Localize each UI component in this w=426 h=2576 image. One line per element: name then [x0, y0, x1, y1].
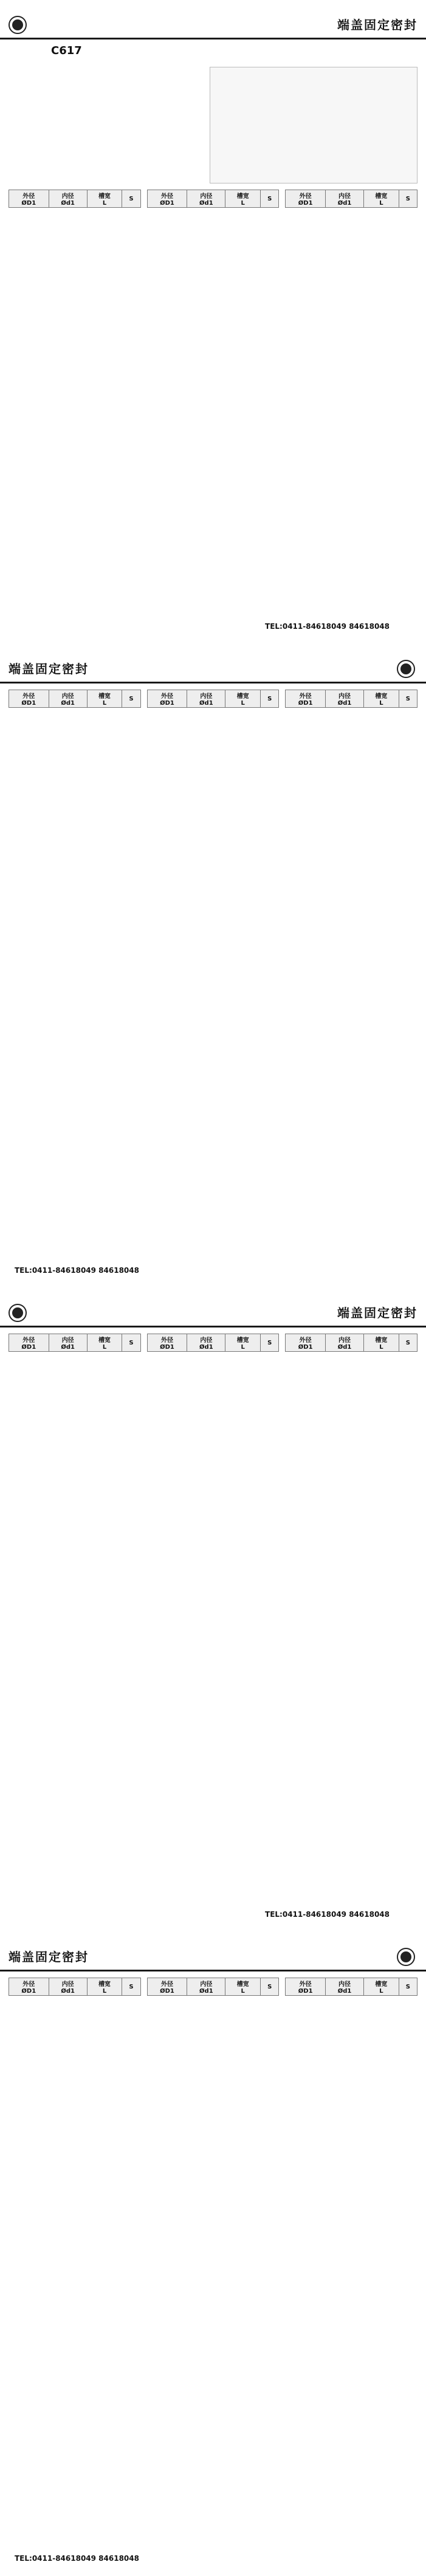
- col-width: 槽宽 L: [225, 690, 261, 708]
- col-s: S: [261, 690, 279, 708]
- col-id: 内径 Ød1: [49, 190, 87, 208]
- col-od: 外径 ØD1: [147, 190, 187, 208]
- seal-diagram: [210, 67, 417, 183]
- size-table: [147, 190, 280, 208]
- col-id: 内径 Ød1: [187, 690, 225, 708]
- page-2: [0, 644, 426, 1288]
- col-width: 槽宽 L: [364, 1334, 399, 1352]
- col-s: S: [122, 1978, 140, 1996]
- col-width: 槽宽 L: [364, 690, 399, 708]
- size-tables: [9, 190, 417, 208]
- col-od: 外径 ØD1: [9, 1334, 49, 1352]
- col-id: 内径 Ød1: [49, 1978, 87, 1996]
- size-table: [147, 1978, 280, 1996]
- page-4: [0, 1932, 426, 2576]
- col-od: 外径 ØD1: [286, 190, 326, 208]
- col-od: 外径 ØD1: [147, 1334, 187, 1352]
- col-id: 内径 Ød1: [325, 190, 363, 208]
- size-table: [285, 1978, 417, 1996]
- col-width: 槽宽 L: [225, 1334, 261, 1352]
- product-code: C617: [51, 44, 82, 57]
- page-3: [0, 1288, 426, 1932]
- page-header: [0, 1932, 426, 1971]
- col-id: 内径 Ød1: [325, 1334, 363, 1352]
- col-od: 外径 ØD1: [286, 1334, 326, 1352]
- col-s: S: [399, 1978, 417, 1996]
- col-id: 内径 Ød1: [49, 690, 87, 708]
- col-s: S: [122, 190, 140, 208]
- size-tables: [9, 1334, 417, 1352]
- size-table: [285, 190, 417, 208]
- phone-footer: TEL:0411-84618049 84618048: [15, 2554, 139, 2563]
- col-s: S: [399, 190, 417, 208]
- col-id: 内径 Ød1: [325, 690, 363, 708]
- page-title: 端盖固定密封: [9, 1950, 89, 1964]
- col-id: 内径 Ød1: [49, 1334, 87, 1352]
- col-od: 外径 ØD1: [9, 1978, 49, 1996]
- size-table: [285, 690, 417, 708]
- col-width: 槽宽 L: [364, 1978, 399, 1996]
- col-id: 内径 Ød1: [325, 1978, 363, 1996]
- page-title: 端盖固定密封: [9, 662, 89, 676]
- col-width: 槽宽 L: [87, 1978, 122, 1996]
- size-tables: [9, 1978, 417, 1996]
- phone-footer: TEL:0411-84618049 84618048: [265, 1910, 390, 1919]
- col-width: 槽宽 L: [225, 190, 261, 208]
- size-table: [147, 690, 280, 708]
- page-title: 端盖固定密封: [337, 18, 417, 32]
- col-od: 外径 ØD1: [286, 690, 326, 708]
- phone-footer: TEL:0411-84618049 84618048: [15, 1266, 139, 1275]
- size-table: [9, 1334, 141, 1352]
- col-s: S: [261, 1334, 279, 1352]
- size-table: [147, 1334, 280, 1352]
- page-1: [0, 0, 426, 644]
- col-id: 内径 Ød1: [187, 1978, 225, 1996]
- page-title: 端盖固定密封: [337, 1306, 417, 1320]
- page-header: [0, 0, 426, 39]
- col-od: 外径 ØD1: [286, 1978, 326, 1996]
- col-od: 外径 ØD1: [147, 690, 187, 708]
- page-header: [0, 1288, 426, 1327]
- intro-text: [9, 63, 185, 183]
- seal-ring-icon: [397, 660, 417, 677]
- col-width: 槽宽 L: [87, 190, 122, 208]
- col-s: S: [261, 1978, 279, 1996]
- phone-footer: TEL:0411-84618049 84618048: [265, 622, 390, 631]
- col-s: S: [399, 690, 417, 708]
- col-width: 槽宽 L: [225, 1978, 261, 1996]
- size-tables: [9, 690, 417, 708]
- size-table: [9, 690, 141, 708]
- size-table: [9, 1978, 141, 1996]
- size-table: [285, 1334, 417, 1352]
- seal-ring-icon: [9, 16, 29, 33]
- col-s: S: [122, 1334, 140, 1352]
- col-od: 外径 ØD1: [9, 190, 49, 208]
- col-od: 外径 ØD1: [147, 1978, 187, 1996]
- col-od: 外径 ØD1: [9, 690, 49, 708]
- col-s: S: [122, 690, 140, 708]
- size-table: [9, 190, 141, 208]
- col-s: S: [261, 190, 279, 208]
- page-header: [0, 644, 426, 683]
- col-width: 槽宽 L: [87, 690, 122, 708]
- col-id: 内径 Ød1: [187, 190, 225, 208]
- col-id: 内径 Ød1: [187, 1334, 225, 1352]
- seal-ring-icon: [9, 1304, 29, 1321]
- col-width: 槽宽 L: [87, 1334, 122, 1352]
- col-s: S: [399, 1334, 417, 1352]
- col-width: 槽宽 L: [364, 190, 399, 208]
- seal-ring-icon: [397, 1948, 417, 1965]
